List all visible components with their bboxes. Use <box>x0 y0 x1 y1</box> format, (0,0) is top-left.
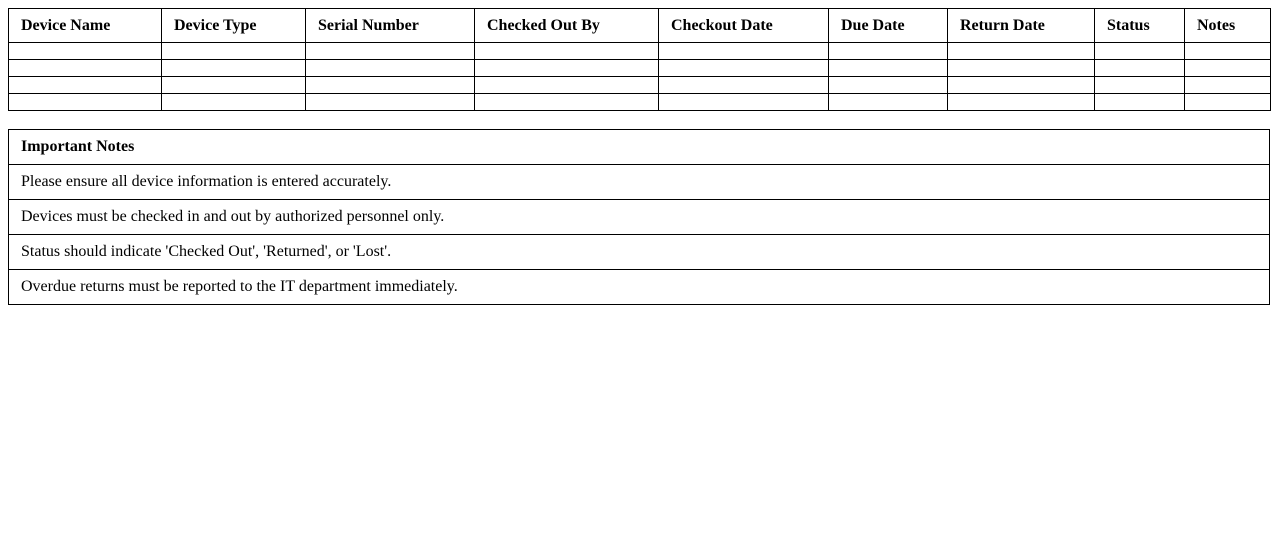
table-cell[interactable] <box>1185 94 1271 111</box>
list-item <box>9 270 1270 305</box>
table-cell[interactable] <box>9 94 162 111</box>
notes-title: Important Notes <box>9 130 1270 165</box>
note-text: Please ensure all device information is entered accurately. <box>9 165 1270 200</box>
table-cell[interactable] <box>1095 77 1185 94</box>
list-item <box>9 200 1270 235</box>
table-cell[interactable] <box>659 77 829 94</box>
table-cell[interactable] <box>829 94 948 111</box>
table-row <box>9 43 1271 60</box>
table-cell[interactable] <box>306 60 475 77</box>
table-cell[interactable] <box>829 43 948 60</box>
table-cell[interactable] <box>1095 94 1185 111</box>
table-cell[interactable] <box>948 94 1095 111</box>
important-notes-table <box>8 129 1270 305</box>
column-header-device-name: Device Name <box>9 9 162 43</box>
table-cell[interactable] <box>829 60 948 77</box>
note-text: Overdue returns must be reported to the IT department immediately. <box>9 270 1270 305</box>
column-header-notes: Notes <box>1185 9 1271 43</box>
column-header-status: Status <box>1095 9 1185 43</box>
table-cell[interactable] <box>659 94 829 111</box>
table-row <box>9 60 1271 77</box>
table-cell[interactable] <box>9 60 162 77</box>
table-cell[interactable] <box>829 77 948 94</box>
table-row <box>9 94 1271 111</box>
table-cell[interactable] <box>306 77 475 94</box>
table-cell[interactable] <box>9 43 162 60</box>
column-header-due-date: Due Date <box>829 9 948 43</box>
table-cell[interactable] <box>659 43 829 60</box>
table-cell[interactable] <box>162 43 306 60</box>
table-cell[interactable] <box>475 94 659 111</box>
table-cell[interactable] <box>948 60 1095 77</box>
table-cell[interactable] <box>162 94 306 111</box>
note-text: Devices must be checked in and out by authorized personnel only. <box>9 200 1270 235</box>
column-header-return-date: Return Date <box>948 9 1095 43</box>
column-header-checkout-date: Checkout Date <box>659 9 829 43</box>
column-header-device-type: Device Type <box>162 9 306 43</box>
table-cell[interactable] <box>162 60 306 77</box>
table-cell[interactable] <box>162 77 306 94</box>
table-cell[interactable] <box>948 77 1095 94</box>
table-cell[interactable] <box>1185 43 1271 60</box>
table-cell[interactable] <box>475 60 659 77</box>
table-cell[interactable] <box>9 77 162 94</box>
table-row <box>9 77 1271 94</box>
table-cell[interactable] <box>1185 60 1271 77</box>
table-cell[interactable] <box>1095 60 1185 77</box>
device-checkout-table <box>8 8 1271 111</box>
list-item <box>9 165 1270 200</box>
notes-header-row <box>9 130 1270 165</box>
table-cell[interactable] <box>659 60 829 77</box>
table-cell[interactable] <box>475 77 659 94</box>
note-text: Status should indicate 'Checked Out', 'Returned', or 'Lost'. <box>9 235 1270 270</box>
column-header-checked-out-by: Checked Out By <box>475 9 659 43</box>
table-cell[interactable] <box>306 94 475 111</box>
list-item <box>9 235 1270 270</box>
table-cell[interactable] <box>948 43 1095 60</box>
table-header-row <box>9 9 1271 43</box>
table-cell[interactable] <box>1185 77 1271 94</box>
table-cell[interactable] <box>1095 43 1185 60</box>
page-content <box>8 8 1270 305</box>
column-header-serial-number: Serial Number <box>306 9 475 43</box>
table-cell[interactable] <box>306 43 475 60</box>
table-cell[interactable] <box>475 43 659 60</box>
